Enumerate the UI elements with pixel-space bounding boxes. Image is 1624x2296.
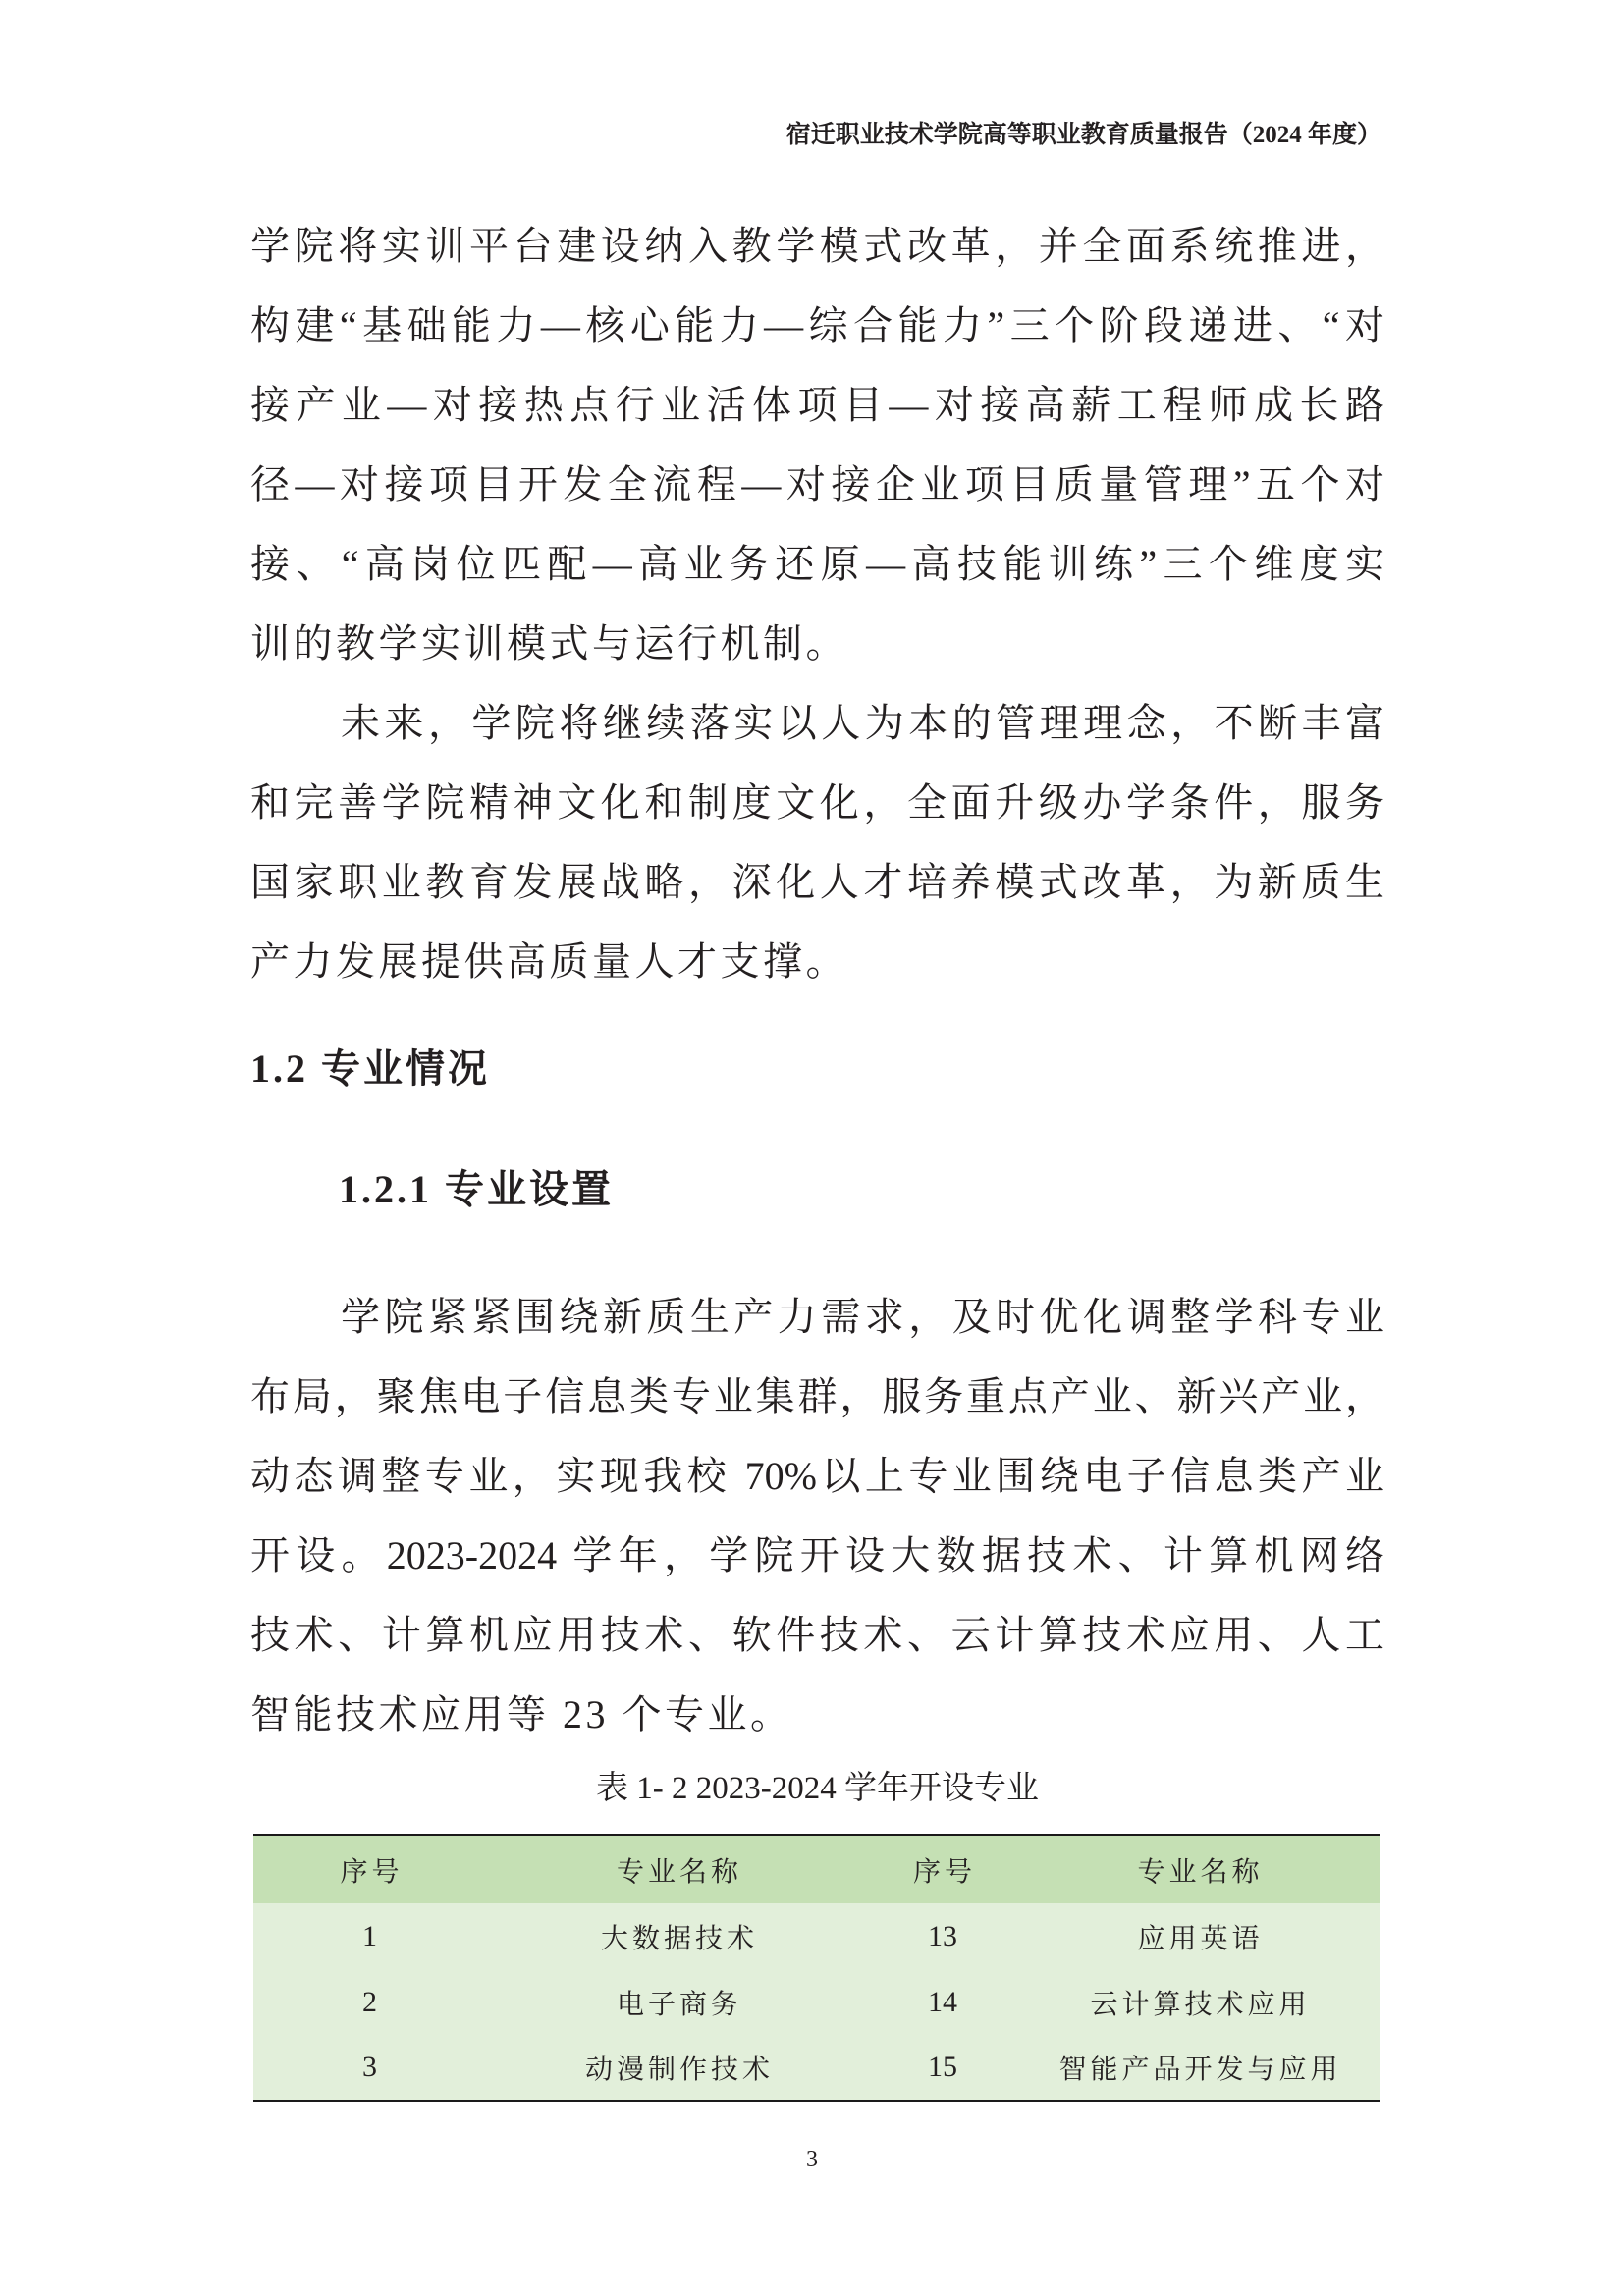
body-text-top [250,206,1384,1001]
body-paragraph [250,206,1384,683]
body-text-majors [250,1277,1384,1754]
running-header: 宿迁职业技术学院高等职业教育质量报告（2024 年度） [785,122,1381,148]
paragraph-line: 未来，学院将继续落实以人为本的管理理念，不断丰富 [341,701,1384,745]
table-header-row [253,1835,1380,1903]
table-row [253,2035,1380,2101]
paragraph-line: 开设。2023-2024 学年，学院开设大数据技术、计算机网络 [250,1533,1384,1577]
body-paragraph [250,683,1384,1001]
paragraph-line: 学院将实训平台建设纳入教学模式改革，并全面系统推进， [250,224,1384,268]
paragraph-line: 国家职业教育发展战略，深化人才培养模式改革，为新质生 [250,860,1384,904]
table-body [253,1903,1380,2101]
table-cell: 应用英语 [1137,1923,1264,1954]
table-cell: 14 [928,1985,957,2018]
subsection-heading: 1.2.1 专业设置 [339,1167,614,1211]
majors-table [253,1834,1380,2102]
paragraph-line: 训的教学实训模式与运行机制。 [250,621,848,666]
paragraph-line: 产力发展提供高质量人才支撑。 [250,939,848,984]
paragraph-line: 布局，聚焦电子信息类专业集群，服务重点产业、新兴产业， [250,1374,1384,1418]
paragraph-line: 构建“基础能力—核心能力—综合能力”三个阶段递进、“对 [250,303,1384,347]
table-cell: 1 [362,1919,377,1952]
paragraph-line: 学院紧紧围绕新质生产力需求，及时优化调整学科专业 [341,1295,1384,1339]
table-header-cell: 序号 [912,1856,976,1888]
paragraph-line: 动态调整专业，实现我校 70%以上专业围绕电子信息类产业 [250,1454,1384,1498]
paragraph-line: 技术、计算机应用技术、软件技术、云计算技术应用、人工 [250,1613,1384,1657]
table-row [253,1903,1380,1969]
paragraph-line: 接产业—对接热点行业活体项目—对接高薪工程师成长路 [250,383,1384,427]
table-cell: 2 [362,1985,377,2018]
table-header-cell: 专业名称 [1137,1856,1264,1888]
table-caption: 表 1- 2 2023-2024 学年开设专业 [596,1771,1039,1806]
table-cell: 电子商务 [616,1989,742,2020]
section-heading: 1.2 专业情况 [250,1046,490,1091]
table-cell: 智能产品开发与应用 [1058,2055,1342,2085]
paragraph-line: 和完善学院精神文化和制度文化，全面升级办学条件，服务 [250,780,1384,825]
table-header [253,1835,1380,1903]
table-cell: 3 [362,2051,377,2083]
table-header-cell: 专业名称 [616,1856,742,1888]
table-header-cell: 序号 [340,1856,404,1888]
table-cell: 动漫制作技术 [584,2055,774,2085]
paragraph-line: 智能技术应用等 23 个专业。 [250,1692,793,1736]
table-cell: 15 [928,2051,957,2083]
table-row [253,1969,1380,2035]
paragraph-line: 接、“高岗位匹配—高业务还原—高技能训练”三个维度实 [250,542,1384,586]
paragraph-line: 径—对接项目开发全流程—对接企业项目质量管理”五个对 [250,462,1384,507]
table-cell: 13 [928,1919,957,1952]
body-paragraph [250,1277,1384,1754]
table-cell: 大数据技术 [600,1923,758,1954]
table-cell: 云计算技术应用 [1090,1989,1311,2020]
page-number: 3 [806,2147,818,2172]
